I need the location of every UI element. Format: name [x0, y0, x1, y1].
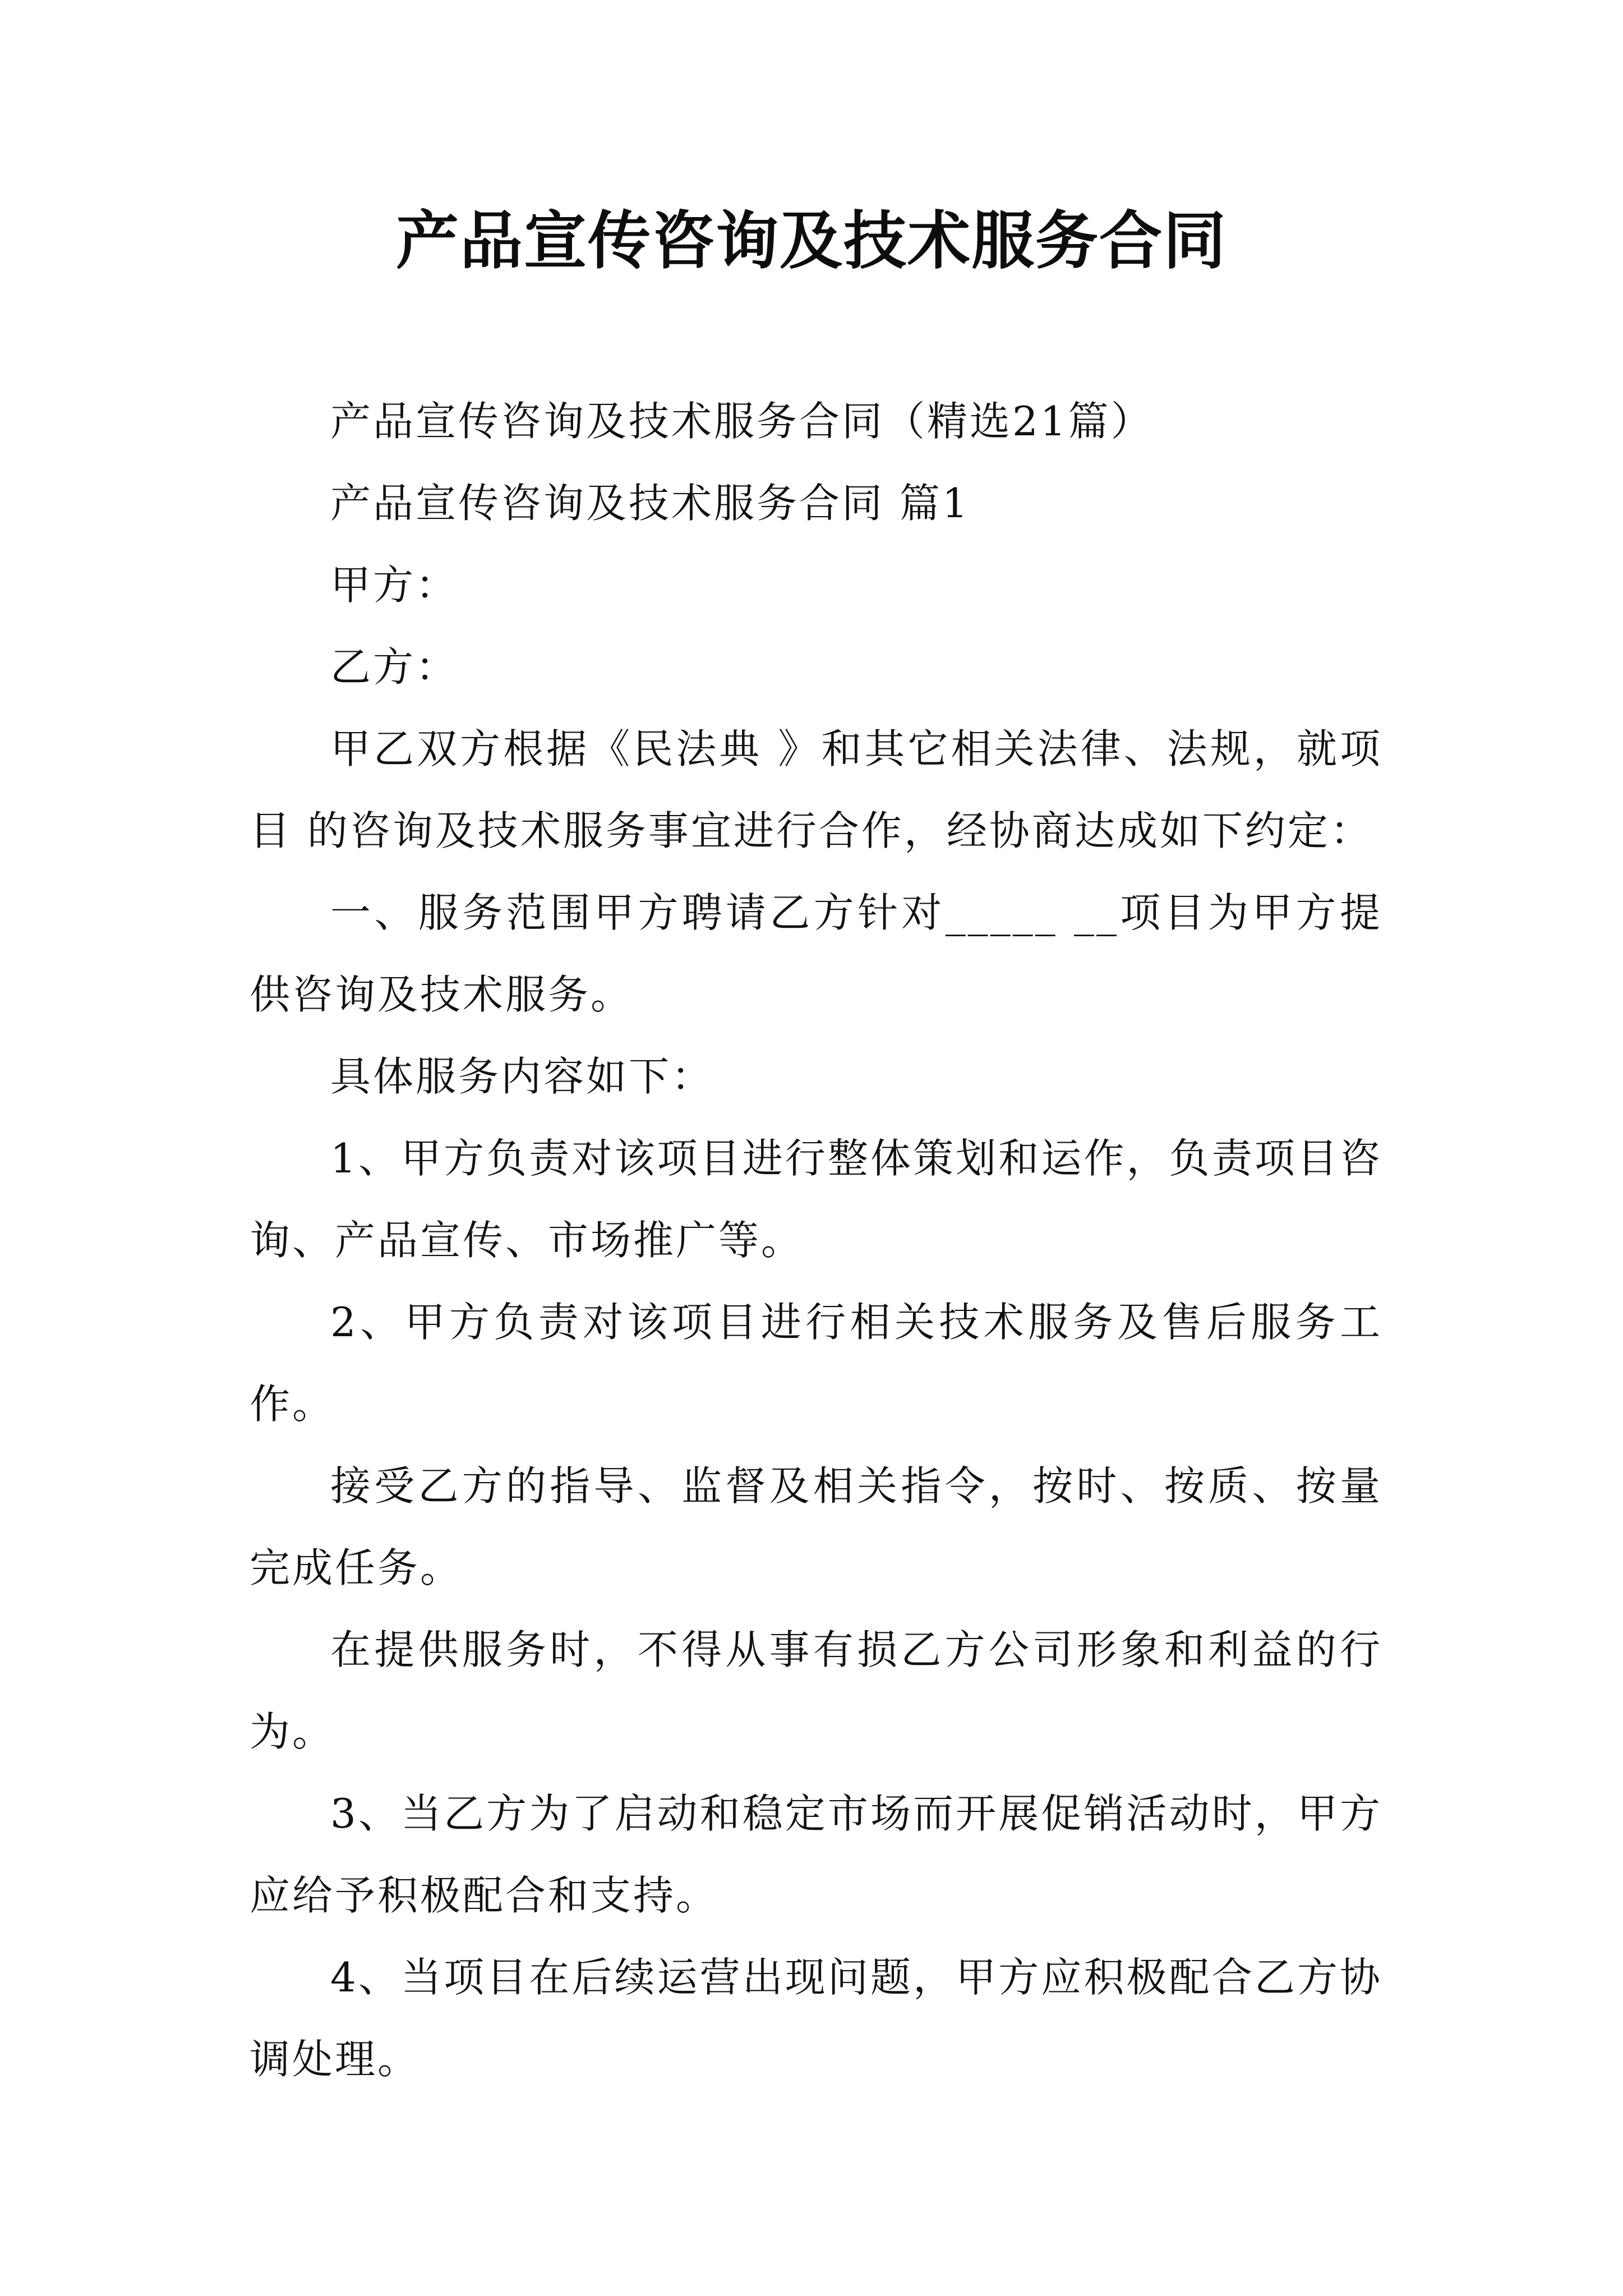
paragraph-conduct: 在提供服务时，不得从事有损乙方公司形象和利益的行为。 — [250, 1626, 1382, 1755]
document-title: 产品宣传咨询及技术服务合同 — [396, 204, 1227, 278]
paragraph-clause-4: 4、当项目在后续运营出现问题，甲方应积极配合乙方协调处理。 — [250, 1954, 1382, 2083]
paragraph-subtitle: 产品宣传咨询及技术服务合同（精选21篇） — [330, 398, 1154, 445]
paragraph-party-b: 乙方： — [330, 643, 459, 691]
paragraph-party-a: 甲方： — [330, 562, 459, 609]
paragraph-clause-3: 3、当乙方为了启动和稳定市场而开展促销活动时，甲方应给予积极配合和支持。 — [250, 1790, 1382, 1919]
paragraph-section-heading: 产品宣传咨询及技术服务合同 篇1 — [330, 480, 970, 527]
paragraph-clause-1: 1、甲方负责对该项目进行整体策划和运作，负责项目咨询、产品宣传、市场推广等。 — [250, 1135, 1382, 1264]
paragraph-clause-2: 2、甲方负责对该项目进行相关技术服务及售后服务工作。 — [250, 1299, 1382, 1428]
paragraph-supervision: 接受乙方的指导、监督及相关指令，按时、按质、按量完成任务。 — [250, 1462, 1382, 1591]
paragraph-service-content-heading: 具体服务内容如下： — [330, 1053, 714, 1100]
paragraph-preamble: 甲乙双方根据《民法典 》和其它相关法律、法规，就项目 的咨询及技术服务事宜进行合作，经协商达成如下约定： — [250, 725, 1382, 854]
paragraph-service-scope: 一、服务范围甲方聘请乙方针对_____ __项目为甲方提供咨询及技术服务。 — [250, 889, 1382, 1018]
document-body — [250, 380, 1382, 2100]
